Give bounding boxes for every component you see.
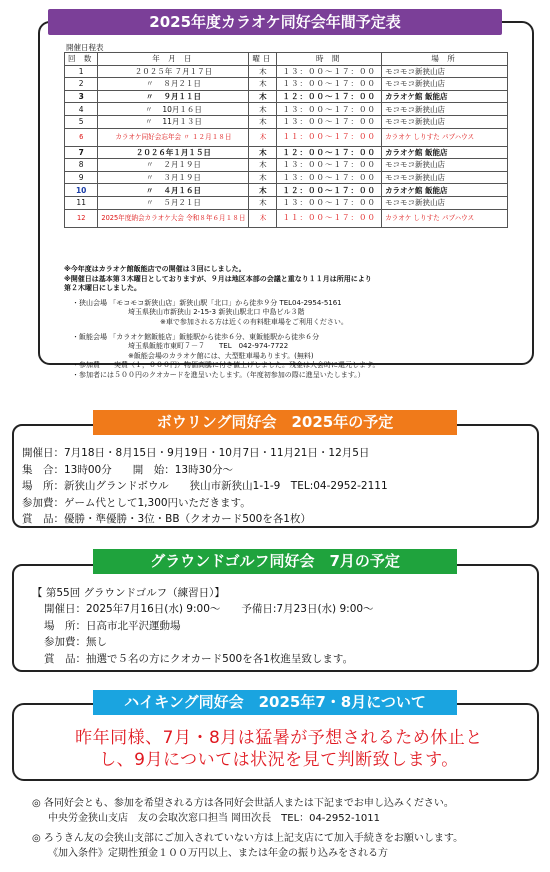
cell-day: 木 xyxy=(249,65,277,78)
bowling-times: 集 合：13時00分 開 始：13時30分～ xyxy=(22,463,233,476)
hiking-section-title: ハイキング同好会 2025年7・8月について xyxy=(93,690,457,715)
golf-panel xyxy=(12,564,539,672)
note-line: ・参加者には５００円のクオカードを進呈いたします。（年度初参加の際に進呈いたします。） xyxy=(72,370,365,379)
cell-no: 8 xyxy=(65,159,98,172)
cell-day: 木 xyxy=(249,196,277,209)
bowling-details xyxy=(22,445,388,528)
cell-time: １３：００～１７：００ xyxy=(277,103,382,116)
cell-place: カラオケ しりすた パブハウス xyxy=(382,128,508,146)
golf-heading: 【 第55回 グラウンドゴルフ（練習日）】 xyxy=(32,587,225,599)
bowling-fee: 参加費：ゲーム代として1,300円いただきます。 xyxy=(22,496,251,509)
cell-day: 木 xyxy=(249,90,277,103)
cell-day: 木 xyxy=(249,146,277,159)
cell-time: １２：００～１７：００ xyxy=(277,90,382,103)
cell-place: モコモコ新狭山店 xyxy=(382,103,508,116)
cell-date: 〃 ５月２１日 xyxy=(98,196,249,209)
cell-place: モコモコ新狭山店 xyxy=(382,115,508,128)
header-place: 場 所 xyxy=(382,53,508,66)
cell-no: 10 xyxy=(65,184,98,197)
karaoke-section-title: 2025年度カラオケ同好会年間予定表 xyxy=(48,9,502,35)
cell-place: モコモコ新狭山店 xyxy=(382,171,508,184)
hiking-notice-line: 昨年同様、7月・8月は猛暑が予想されるため休止と xyxy=(75,728,483,748)
cell-day: 木 xyxy=(249,78,277,91)
table-row xyxy=(65,78,508,91)
table-row xyxy=(65,90,508,103)
cell-no: 9 xyxy=(65,171,98,184)
table-header-row xyxy=(65,53,508,66)
table-row xyxy=(65,128,508,146)
cell-place: モコモコ新狭山店 xyxy=(382,78,508,91)
note-line: ※今年度はカラオケ館飯能店での開催は３回にしました。 xyxy=(64,265,246,273)
note-line: ※車で参加される方は近くの有料駐車場をご利用ください。 xyxy=(160,317,348,326)
footer-contact: 中央労金狭山支店 友の会取次窓口担当 岡田次長 TEL：04-2952-1011 xyxy=(48,813,381,824)
cell-day: 木 xyxy=(249,171,277,184)
cell-day: 木 xyxy=(249,103,277,116)
karaoke-schedule-table xyxy=(64,52,508,228)
cell-date: 〃 ９月１１日 xyxy=(98,90,249,103)
cell-time: １３：００～１７：００ xyxy=(277,159,382,172)
bowling-dates: 開催日：7月18日・8月15日・9月19日・10月7日・11月21日・12月5日 xyxy=(22,447,370,459)
note-line: 埼玉県飯能市東町７－７ TEL 042-974-7722 xyxy=(128,342,289,351)
cell-date: 〃 10月１６日 xyxy=(98,103,249,116)
cell-place: カラオケ しりすた パブハウス xyxy=(382,209,508,227)
cell-no: 11 xyxy=(65,196,98,209)
table-row xyxy=(65,196,508,209)
cell-time: １３：００～１７：００ xyxy=(277,196,382,209)
cell-time: １１：００～１７：００ xyxy=(277,209,382,227)
schedule-body xyxy=(65,65,508,227)
cell-time: １２：００～１７：００ xyxy=(277,184,382,197)
hiking-notice xyxy=(24,727,534,771)
cell-day: 木 xyxy=(249,115,277,128)
header-count: 回 数 xyxy=(65,53,98,66)
cell-day: 木 xyxy=(249,184,277,197)
cell-date: 2025年度納会カラオケ大会 令和８年６月１８日 xyxy=(98,209,249,227)
bowling-section-title: ボウリング同好会 2025年の予定 xyxy=(93,410,457,435)
cell-date: 〃 ４月１６日 xyxy=(98,184,249,197)
footer-line: ◎ ろうきん友の会狭山支部にご加入されていない方は上記支店にて加入手続きをお願いします。 xyxy=(32,833,464,844)
cell-no: 2 xyxy=(65,78,98,91)
cell-time: １３：００～１７：００ xyxy=(277,115,382,128)
bowling-venue: 場 所：新狭山グランドボウル 狭山市新狭山1-1-9 TEL:04-2952-2111 xyxy=(22,480,388,493)
cell-time: １２：００～１７：００ xyxy=(277,146,382,159)
cell-date: ２０２６年１月１５日 xyxy=(98,146,249,159)
cell-place: カラオケ館 飯能店 xyxy=(382,184,508,197)
cell-place: モコモコ新狭山店 xyxy=(382,196,508,209)
bowling-prizes: 賞 品：優勝・準優勝・3位・BB（クオカード500を各1枚） xyxy=(22,513,311,526)
note-line: ・参加費 実費（１，０００円）物価高騰に付き値上げしました。残金は大会時に還元します。 xyxy=(72,361,380,370)
table-row xyxy=(65,146,508,159)
cell-date: カラオケ同好会忘年会 〃 １２月１８日 xyxy=(98,128,249,146)
cell-day: 木 xyxy=(249,209,277,227)
golf-venue: 場 所：日高市北平沢運動場 xyxy=(44,619,181,632)
cell-place: カラオケ館 飯能店 xyxy=(382,90,508,103)
table-row xyxy=(65,115,508,128)
hiking-notice-line: し、9月については状況を見て判断致します。 xyxy=(99,750,459,770)
cell-time: １１：００～１７：００ xyxy=(277,128,382,146)
note-line: 埼玉県狭山市新狭山 2-15-3 新狭山駅北口 中島ビル３階 xyxy=(128,308,305,317)
cell-day: 木 xyxy=(249,128,277,146)
header-day: 曜日 xyxy=(249,53,277,66)
golf-prizes: 賞 品：抽選で５名の方にクオカード500を各1枚進呈致します。 xyxy=(44,652,354,665)
table-row xyxy=(65,103,508,116)
table-row xyxy=(65,209,508,227)
cell-date: 〃 ８月２１日 xyxy=(98,78,249,91)
golf-section-title: グラウンドゴルフ同好会 7月の予定 xyxy=(93,549,457,574)
cell-date: ２０２５年 ７月１７日 xyxy=(98,65,249,78)
cell-no: 3 xyxy=(65,90,98,103)
bowling-panel xyxy=(12,424,539,528)
cell-date: 〃 11月１３日 xyxy=(98,115,249,128)
footer-condition: 《加入条件》定期性預金１００万円以上、または年金の振り込みをされる方 xyxy=(48,848,388,859)
karaoke-notes xyxy=(64,265,524,381)
cell-date: 〃 ２月１９日 xyxy=(98,159,249,172)
contact-footer xyxy=(32,796,542,861)
cell-no: 12 xyxy=(65,209,98,227)
cell-time: １３：００～１７：００ xyxy=(277,171,382,184)
footer-line: ◎ 各同好会とも、参加を希望される方は各同好会世話人または下記までお申し込みください。 xyxy=(32,798,454,809)
header-date: 年 月 日 xyxy=(98,53,249,66)
table-row xyxy=(65,159,508,172)
cell-no: 1 xyxy=(65,65,98,78)
golf-fee: 参加費：無し xyxy=(44,636,107,649)
schedule-caption: 開催日程表 xyxy=(66,43,104,52)
cell-no: 5 xyxy=(65,115,98,128)
header-time: 時 間 xyxy=(277,53,382,66)
note-line: 第２木曜日にしました。 xyxy=(64,284,141,293)
note-line: ・狭山会場 「モコモコ新狭山店」新狭山駅「北口」から徒歩９分 TEL04-2954-5161 xyxy=(72,298,342,307)
golf-dates: 開催日：2025年7月16日(水) 9:00～ 予備日:7月23日(水) 9:00～ xyxy=(44,603,374,616)
cell-date: 〃 ３月１９日 xyxy=(98,171,249,184)
table-row xyxy=(65,171,508,184)
note-line: ※飯能会場のカラオケ館には、大型駐車場あります。(無料) xyxy=(128,351,314,360)
cell-place: カラオケ館 飯能店 xyxy=(382,146,508,159)
golf-details xyxy=(32,585,374,667)
cell-no: 4 xyxy=(65,103,98,116)
table-row xyxy=(65,184,508,197)
cell-place: モコモコ新狭山店 xyxy=(382,65,508,78)
note-line: ※開催日は基本第３木曜日としておりますが、９月は地区本部の会議と重なり１１月は所用により xyxy=(64,274,372,283)
table-row xyxy=(65,65,508,78)
note-line: ・飯能会場 「カラオケ館飯能店」飯能駅から徒歩６分、東飯能駅から徒歩６分 xyxy=(72,332,320,341)
cell-day: 木 xyxy=(249,159,277,172)
cell-no: 6 xyxy=(65,128,98,146)
karaoke-schedule-panel xyxy=(38,21,534,379)
cell-place: モコモコ新狭山店 xyxy=(382,159,508,172)
cell-time: １３：００～１７：００ xyxy=(277,78,382,91)
cell-time: １３：００～１７：００ xyxy=(277,65,382,78)
cell-no: 7 xyxy=(65,146,98,159)
